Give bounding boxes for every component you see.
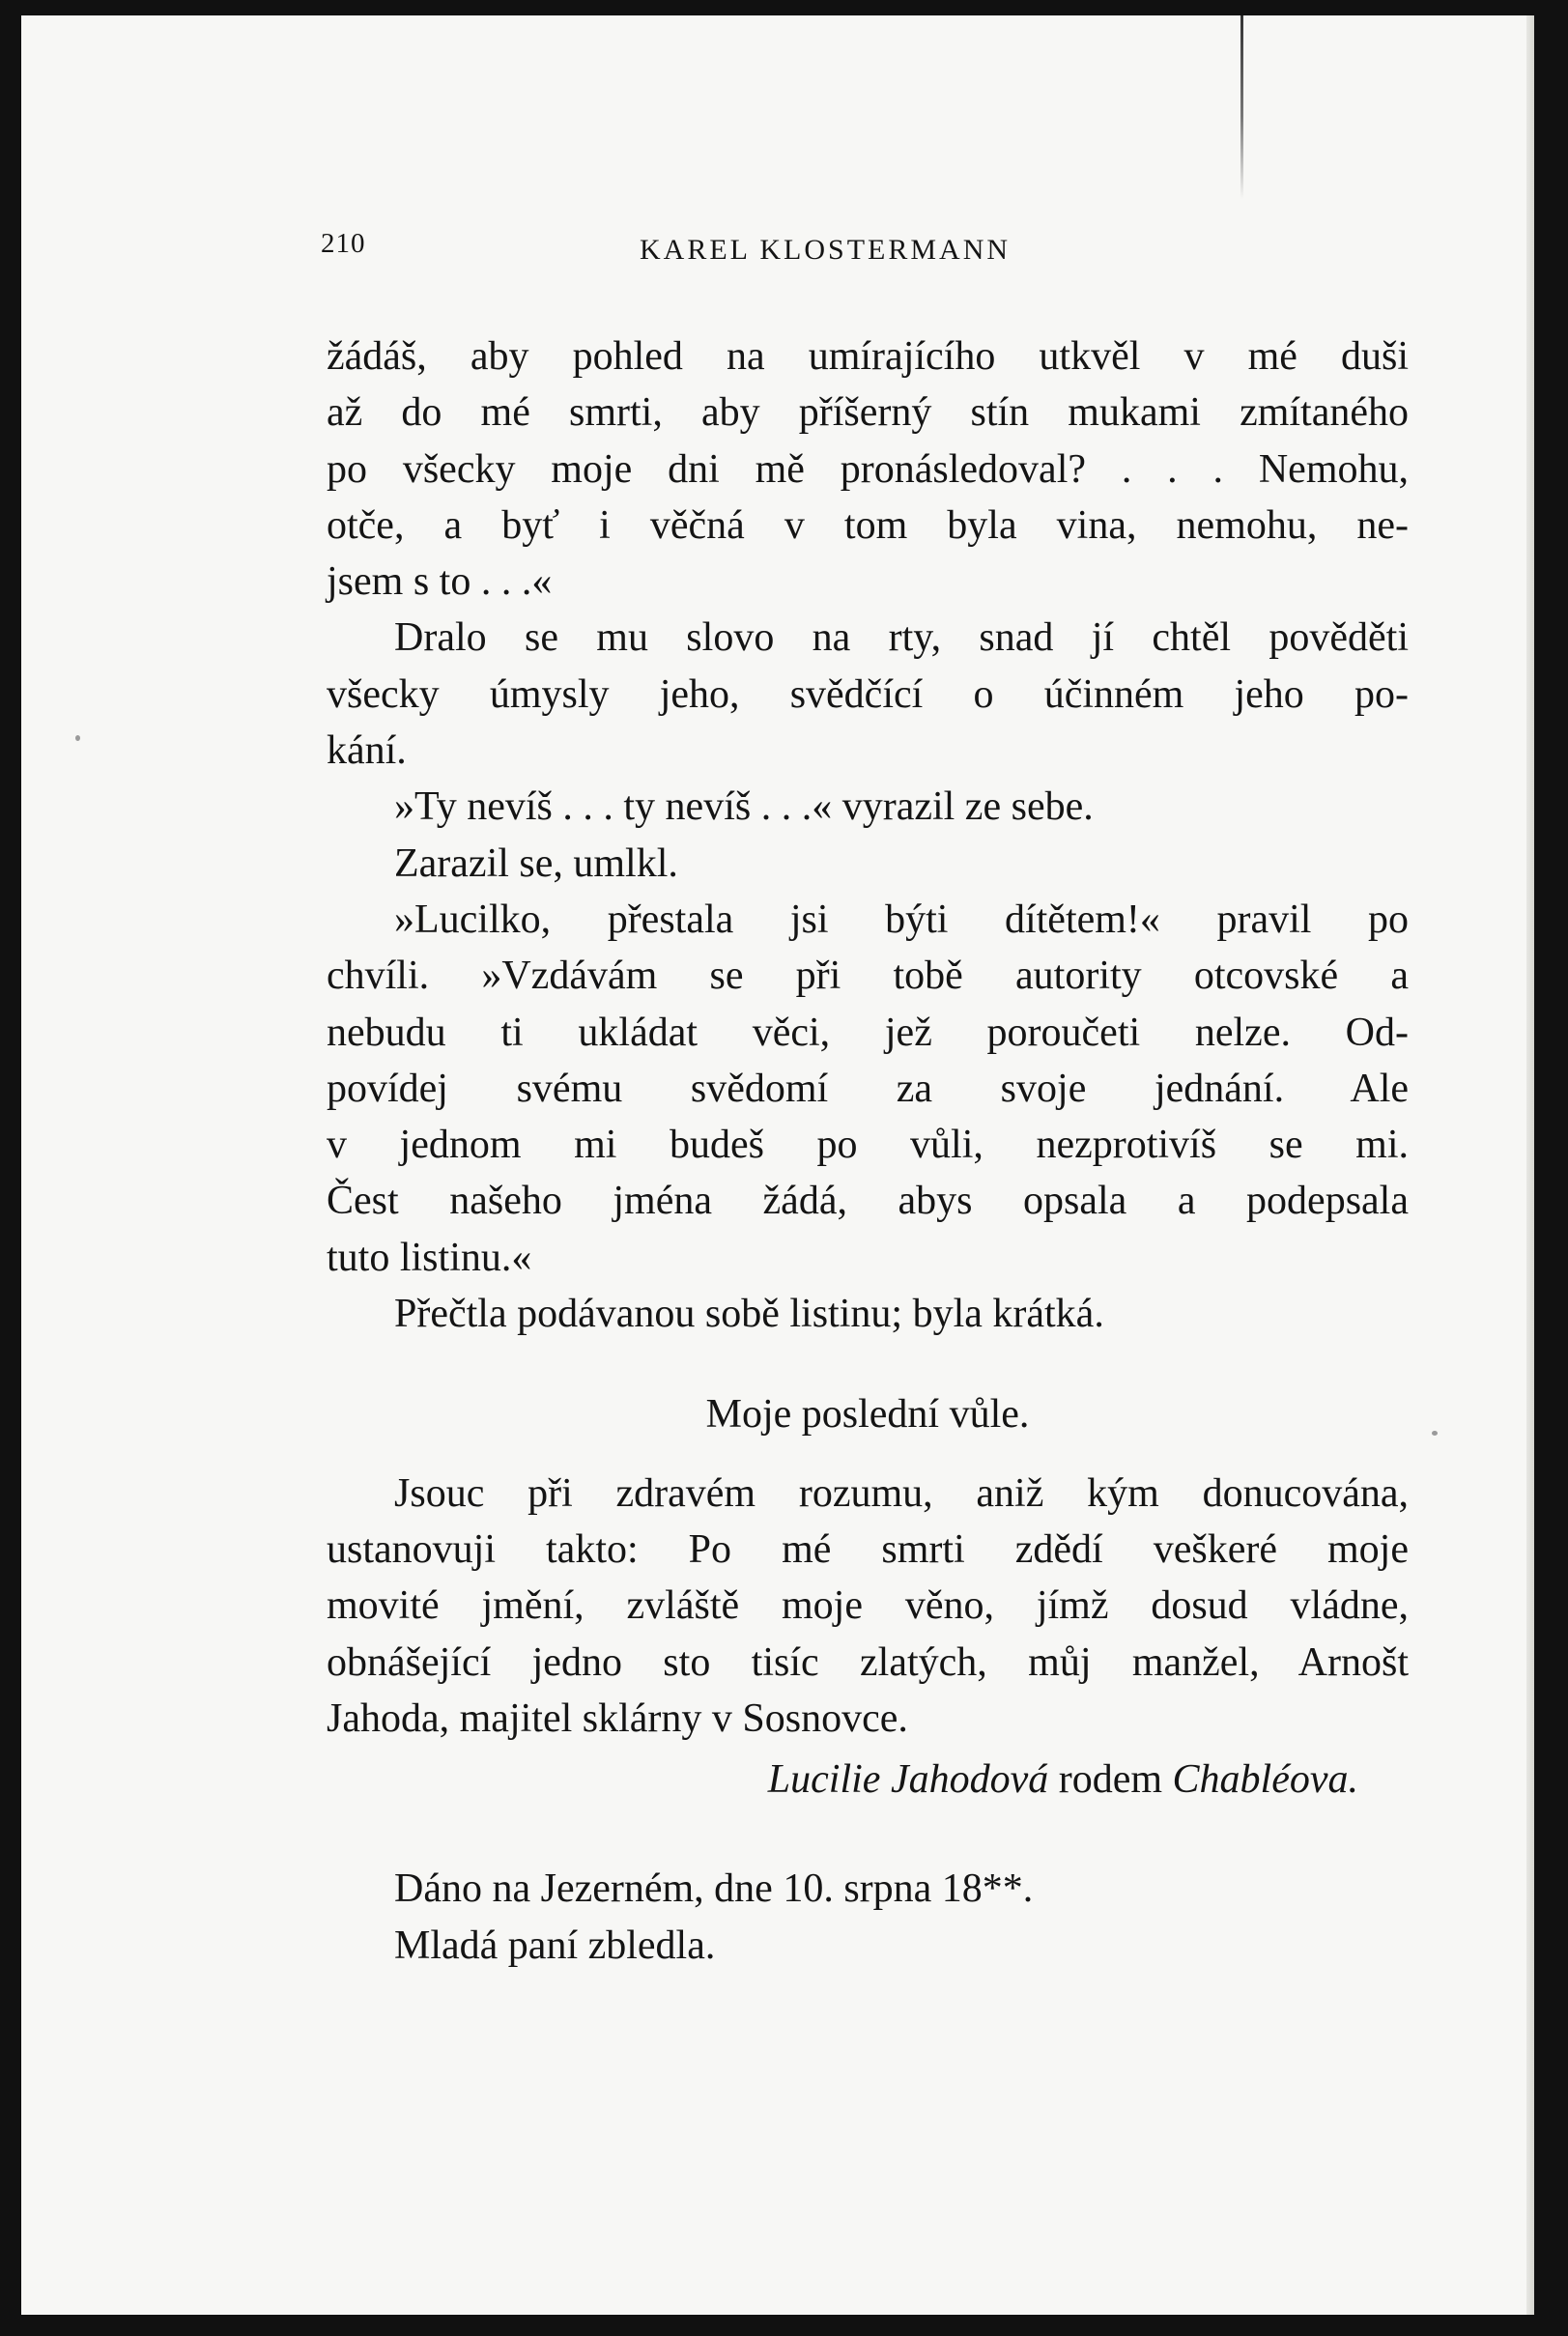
text-line: Přečtla podávanou sobě listinu; byla krátká. xyxy=(394,1292,1104,1337)
text-line: chvíli. »Vzdávám se při tobě autority otcovské a xyxy=(327,954,1409,999)
text-line: Dralo se mu slovo na rty, snad jí chtěl pověděti xyxy=(394,615,1409,661)
text-line: otče, a byť i věčná v tom byla vina, nemohu, ne- xyxy=(327,502,1409,548)
text-line: Zarazil se, umlkl. xyxy=(394,840,678,886)
will-line: Jsouc při zdravém rozumu, aniž kým donucována, xyxy=(394,1470,1409,1516)
text-line: v jednom mi budeš po vůli, nezprotivíš se mi. xyxy=(327,1123,1409,1168)
will-line: movité jmění, zvláště moje věno, jímž dosud vládne, xyxy=(327,1583,1409,1629)
text-line: jsem s to . . .« xyxy=(327,559,553,605)
scan-speck xyxy=(1432,1431,1438,1436)
will-line: obnášející jedno sto tisíc zlatých, můj manžel, Arnošt xyxy=(327,1639,1409,1685)
binding-mark xyxy=(1240,15,1243,199)
running-title: KAREL KLOSTERMANN xyxy=(640,234,1012,266)
will-line: Jahoda, majitel sklárny v Sosnovce. xyxy=(327,1695,908,1741)
text-line: Čest našeho jména žádá, abys opsala a podepsala xyxy=(327,1179,1409,1224)
text-line: povídej svému svědomí za svoje jednání. Ale xyxy=(327,1066,1409,1111)
signature-line xyxy=(327,1752,1409,1808)
will-line: ustanovuji takto: Po mé smrti zdědí veškeré moje xyxy=(327,1526,1409,1572)
will-heading: Moje poslední vůle. xyxy=(705,1392,1030,1438)
page-number: 210 xyxy=(321,228,366,259)
text-line: »Lucilko, přestala jsi býti dítětem!« pravil po xyxy=(394,897,1409,942)
closing-line: Dáno na Jezerném, dne 10. srpna 18**. xyxy=(394,1866,1034,1912)
text-line: všecky úmysly jeho, svědčící o účinném jeho po- xyxy=(327,671,1409,717)
signature-maiden-name: Chabléova. xyxy=(1172,1757,1358,1803)
text-line: po všecky moje dni mě pronásledoval? . . . Nemohu, xyxy=(327,446,1409,492)
text-line: kání. xyxy=(327,728,407,774)
text-line: až do mé smrti, aby příšerný stín mukami zmítaného xyxy=(327,390,1409,436)
text-line: tuto listinu.« xyxy=(327,1235,532,1280)
page-edge-shadow xyxy=(1526,15,1534,2315)
signature-middle: rodem xyxy=(1058,1757,1163,1803)
signature-name: Lucilie Jahodová xyxy=(767,1757,1049,1803)
body-text xyxy=(327,328,1409,1974)
text-line: nebudu ti ukládat věci, jež poroučeti nelze. Od- xyxy=(327,1010,1409,1055)
scan-speck xyxy=(75,735,80,741)
book-page xyxy=(21,15,1534,2315)
text-line: žádáš, aby pohled na umírajícího utkvěl v mé duši xyxy=(327,334,1409,379)
text-line: »Ty nevíš . . . ty nevíš . . .« vyrazil ze sebe. xyxy=(394,784,1094,830)
closing-line: Mladá paní zbledla. xyxy=(394,1923,716,1968)
running-head xyxy=(21,228,1534,276)
